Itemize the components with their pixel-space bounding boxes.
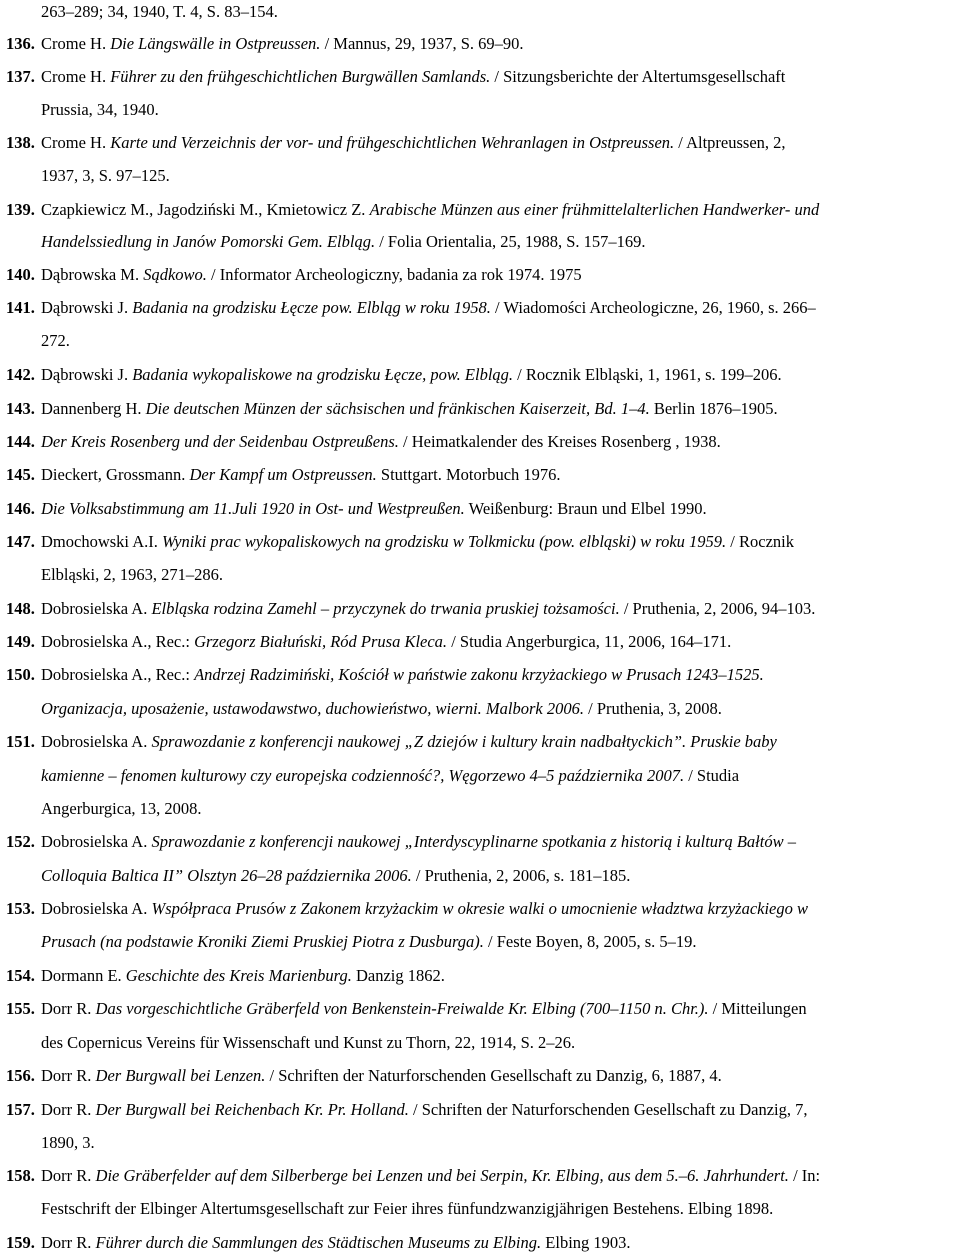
entry-number: 159. — [6, 1233, 35, 1252]
title-italic: Die Gräberfelder auf dem Silberberge bei Lenzen und bei Serpin, Kr. Elbing, aus dem 5.–6. Jahrhundert. — [95, 1166, 789, 1185]
entry-line: Dorr R. Führer durch die Sammlungen des Städtischen Museums zu Elbing. Elbing 1903. — [41, 1233, 631, 1252]
entry-line: Dąbrowska M. Sądkowo. / Informator Archeologiczny, badania za rok 1974. 1975 — [41, 265, 582, 284]
entry-line: Die Volksabstimmung am 11.Juli 1920 in Ost- und Westpreußen. Weißenburg: Braun und Elbel 1990. — [41, 499, 707, 518]
entry-line: Dmochowski A.I. Wyniki prac wykopaliskowych na grodzisku w Tolkmicku (pow. elbląski) w roku 1959. / Rocznik — [41, 532, 794, 551]
title-italic: Geschichte des Kreis Marienburg. — [125, 966, 352, 985]
entry-line: Organizacja, uposażenie, ustawodawstwo, duchowieństwo, wierni. Malbork 2006. / Pruthenia, 3, 2008. — [41, 699, 722, 718]
entry-number: 149. — [6, 632, 35, 651]
entry-line: Crome H. Karte und Verzeichnis der vor- und frühgeschichtlichen Wehranlagen in Ostpreussen. / Altpreussen, 2, — [41, 133, 786, 152]
entry-number: 157. — [6, 1100, 35, 1119]
entry-line: 1890, 3. — [41, 1133, 95, 1152]
entry-number: 137. — [6, 67, 35, 86]
title-italic: Die Längswälle in Ostpreussen. — [110, 34, 321, 53]
entry-line: Dobrosielska A., Rec.: Grzegorz Białuński, Ród Prusa Kleca. / Studia Angerburgica, 11, 2006, 164–171. — [41, 632, 732, 651]
title-italic: Die Volksabstimmung am 11.Juli 1920 in Ost- und Westpreußen. — [41, 499, 465, 518]
entry-line: Prussia, 34, 1940. — [41, 100, 159, 119]
title-italic: Andrzej Radzimiński, Kościół w państwie zakonu krzyżackiego w Prusach 1243–1525. — [194, 665, 764, 684]
entry-number: 141. — [6, 298, 35, 317]
entry-line: Dieckert, Grossmann. Der Kampf um Ostpreussen. Stuttgart. Motorbuch 1976. — [41, 465, 561, 484]
entry-line: Dorr R. Die Gräberfelder auf dem Silberberge bei Lenzen und bei Serpin, Kr. Elbing, aus dem 5.–6. Jahrhundert. / In: — [41, 1166, 821, 1185]
title-italic: Badania wykopaliskowe na grodzisku Łęcze, pow. Elbląg. — [132, 365, 514, 384]
entry-line: Dobrosielska A. Sprawozdanie z konferencji naukowej „Interdyscyplinarne spotkania z historią i kulturą Bałtów – — [41, 832, 796, 851]
entry-number: 143. — [6, 399, 35, 418]
entry-number: 139. — [6, 200, 35, 219]
title-italic: Elbląska rodzina Zamehl – przyczynek do trwania pruskiej tożsamości. — [151, 599, 620, 618]
entry-line: Crome H. Führer zu den frühgeschichtlichen Burgwällen Samlands. / Sitzungsberichte der Altertumsgesellschaft — [41, 67, 786, 86]
entry-number: 150. — [6, 665, 35, 684]
entry-line: Dorr R. Das vorgeschichtliche Gräberfeld von Benkenstein-Freiwalde Kr. Elbing (700–1150 n. Chr.). / Mitteilungen — [41, 999, 807, 1018]
title-italic: Organizacja, uposażenie, ustawodawstwo, duchowieństwo, wierni. Malbork 2006. — [41, 699, 584, 718]
entry-line: Angerburgica, 13, 2008. — [41, 799, 202, 818]
entry-line: Dąbrowski J. Badania na grodzisku Łęcze pow. Elbląg w roku 1958. / Wiadomości Archeologiczne, 26, 1960, s. 266– — [41, 298, 816, 317]
entry-line: Dormann E. Geschichte des Kreis Marienburg. Danzig 1862. — [41, 966, 445, 985]
title-italic: Führer durch die Sammlungen des Städtischen Museums zu Elbing. — [95, 1233, 542, 1252]
entry-line: Dorr R. Der Burgwall bei Reichenbach Kr. Pr. Holland. / Schriften der Naturforschenden Gesellschaft zu Danzig, 7, — [41, 1100, 808, 1119]
title-italic: Der Burgwall bei Reichenbach Kr. Pr. Holland. — [95, 1100, 409, 1119]
title-italic: Der Kampf um Ostpreussen. — [189, 465, 377, 484]
entry-line: Dannenberg H. Die deutschen Münzen der sächsischen und fränkischen Kaiserzeit, Bd. 1–4. Berlin 1876–1905. — [41, 399, 778, 418]
entry-line: Dąbrowski J. Badania wykopaliskowe na grodzisku Łęcze, pow. Elbląg. / Rocznik Elbląski, 1, 1961, s. 199–206. — [41, 365, 782, 384]
entry-number: 136. — [6, 34, 35, 53]
entry-number: 145. — [6, 465, 35, 484]
title-italic: kamienne – fenomen kulturowy czy europejska codzienność?, Węgorzewo 4–5 października 2007. — [41, 766, 685, 785]
entry-number: 152. — [6, 832, 35, 851]
entry-line: Crome H. Die Längswälle in Ostpreussen. / Mannus, 29, 1937, S. 69–90. — [41, 34, 524, 53]
title-italic: Der Kreis Rosenberg und der Seidenbau Ostpreußens. — [41, 432, 399, 451]
entry-line: Czapkiewicz M., Jagodziński M., Kmietowicz Z. Arabische Münzen aus einer frühmittelalterlichen Handwerker- und — [41, 200, 820, 219]
entry-number: 146. — [6, 499, 35, 518]
entry-line: Handelssiedlung in Janów Pomorski Gem. Elbląg. / Folia Orientalia, 25, 1988, S. 157–169. — [41, 232, 646, 251]
entry-number: 144. — [6, 432, 35, 451]
entry-line: Colloquia Baltica II” Olsztyn 26–28 października 2006. / Pruthenia, 2, 2006, s. 181–185. — [41, 866, 631, 885]
entry-number: 140. — [6, 265, 35, 284]
entry-line: Dobrosielska A., Rec.: Andrzej Radzimiński, Kościół w państwie zakonu krzyżackiego w Prusach 1243–1525. — [41, 665, 764, 684]
entry-number: 154. — [6, 966, 35, 985]
title-italic: Handelssiedlung in Janów Pomorski Gem. Elbląg. — [41, 232, 376, 251]
entry-number: 151. — [6, 732, 35, 751]
title-italic: Sprawozdanie z konferencji naukowej „Interdyscyplinarne spotkania z historią i kulturą Bałtów – — [151, 832, 796, 851]
title-italic: Grzegorz Białuński, Ród Prusa Kleca. — [194, 632, 448, 651]
entry-number: 147. — [6, 532, 35, 551]
title-italic: Führer zu den frühgeschichtlichen Burgwällen Samlands. — [110, 67, 491, 86]
entry-number: 158. — [6, 1166, 35, 1185]
title-italic: Der Burgwall bei Lenzen. — [95, 1066, 266, 1085]
title-italic: Współpraca Prusów z Zakonem krzyżackim w okresie walki o umocnienie władztwa krzyżackiego w — [151, 899, 809, 918]
title-italic: Sądkowo. — [143, 265, 207, 284]
entry-line: Dorr R. Der Burgwall bei Lenzen. / Schriften der Naturforschenden Gesellschaft zu Danzig, 6, 1887, 4. — [41, 1066, 722, 1085]
entry-number: 153. — [6, 899, 35, 918]
entry-line: Prusach (na podstawie Kroniki Ziemi Pruskiej Piotra z Dusburga). / Feste Boyen, 8, 2005, s. 5–19. — [41, 932, 697, 951]
entry-number: 142. — [6, 365, 35, 384]
title-italic: Die deutschen Münzen der sächsischen und fränkischen Kaiserzeit, Bd. 1–4. — [145, 399, 650, 418]
entry-line: 272. — [41, 331, 70, 350]
entry-line: Elbląski, 2, 1963, 271–286. — [41, 565, 223, 584]
entry-line: 263–289; 34, 1940, T. 4, S. 83–154. — [41, 2, 278, 21]
entry-line: Der Kreis Rosenberg und der Seidenbau Ostpreußens. / Heimatkalender des Kreises Rosenberg , 1938. — [41, 432, 721, 451]
entry-number: 155. — [6, 999, 35, 1018]
entry-number: 138. — [6, 133, 35, 152]
title-italic: Das vorgeschichtliche Gräberfeld von Benkenstein-Freiwalde Kr. Elbing (700–1150 n. Chr.). — [95, 999, 709, 1018]
title-italic: Prusach (na podstawie Kroniki Ziemi Pruskiej Piotra z Dusburga). — [41, 932, 484, 951]
entry-line: Festschrift der Elbinger Altertumsgesellschaft zur Feier ihres fünfundzwanzigjährigen Bestehens. Elbing 1898. — [41, 1199, 774, 1218]
title-italic: Karte und Verzeichnis der vor- und frühgeschichtlichen Wehranlagen in Ostpreussen. — [110, 133, 675, 152]
title-italic: Arabische Münzen aus einer frühmittelalterlichen Handwerker- und — [369, 200, 820, 219]
title-italic: Colloquia Baltica II” Olsztyn 26–28 października 2006. — [41, 866, 412, 885]
entry-line: des Copernicus Vereins für Wissenschaft und Kunst zu Thorn, 22, 1914, S. 2–26. — [41, 1033, 576, 1052]
entry-number: 156. — [6, 1066, 35, 1085]
entry-line: 1937, 3, S. 97–125. — [41, 166, 170, 185]
entry-line: Dobrosielska A. Elbląska rodzina Zamehl – przyczynek do trwania pruskiej tożsamości. / Pruthenia, 2, 2006, 94–103. — [41, 599, 816, 618]
entry-line: kamienne – fenomen kulturowy czy europejska codzienność?, Węgorzewo 4–5 października 2007. / Studia — [41, 766, 740, 785]
title-italic: Sprawozdanie z konferencji naukowej „Z dziejów i kultury krain nadbałtyckich”. Pruskie baby — [151, 732, 777, 751]
title-italic: Badania na grodzisku Łęcze pow. Elbląg w roku 1958. — [132, 298, 491, 317]
entry-line: Dobrosielska A. Współpraca Prusów z Zakonem krzyżackim w okresie walki o umocnienie władztwa krzyżackiego w — [41, 899, 809, 918]
entry-line: Dobrosielska A. Sprawozdanie z konferencji naukowej „Z dziejów i kultury krain nadbałtyckich”. Pruskie baby — [41, 732, 777, 751]
title-italic: Wyniki prac wykopaliskowych na grodzisku w Tolkmicku (pow. elbląski) w roku 1959. — [162, 532, 727, 551]
entry-number: 148. — [6, 599, 35, 618]
